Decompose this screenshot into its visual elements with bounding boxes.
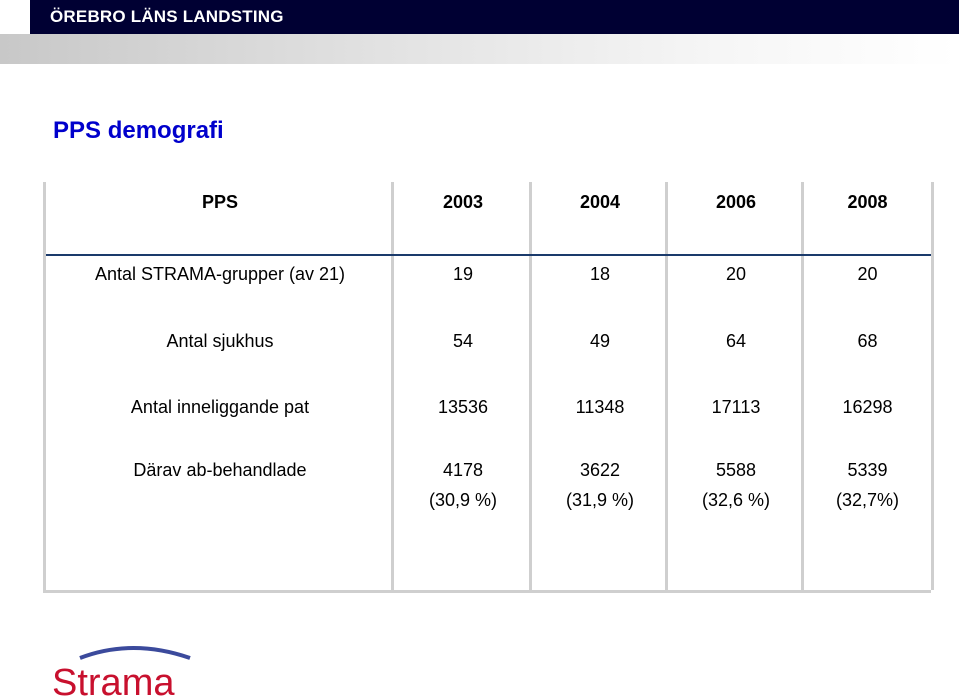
row-label: Därav ab-behandlade — [133, 460, 307, 480]
logo-text: Strama — [52, 662, 175, 700]
table-cell — [532, 455, 668, 515]
page-title: PPS demografi — [53, 117, 224, 144]
column-header-2003: 2003 — [442, 192, 484, 212]
table-cell: 16298 — [842, 397, 893, 417]
row-label: Antal sjukhus — [166, 331, 274, 351]
cell-percentage: (32,7%) — [835, 490, 900, 510]
cell-percentage: (30,9 %) — [428, 490, 498, 510]
table-cell: 64 — [725, 331, 747, 351]
header-gradient-band — [0, 34, 959, 64]
column-header-pps: PPS — [201, 192, 239, 212]
cell-value: 5588 — [715, 460, 757, 480]
column-header-2006: 2006 — [715, 192, 757, 212]
table-row — [46, 455, 931, 525]
column-header-2004: 2004 — [579, 192, 621, 212]
table-cell: 17113 — [711, 397, 761, 417]
table-cell: 19 — [452, 264, 474, 284]
row-label: Antal STRAMA-grupper (av 21) — [94, 264, 346, 284]
column-separator — [931, 182, 934, 590]
header-rule — [46, 254, 931, 256]
table-cell: 68 — [857, 331, 878, 351]
column-header-2008: 2008 — [847, 192, 888, 212]
strama-logo — [50, 640, 200, 700]
table-cell: 13536 — [437, 397, 489, 417]
table-row — [46, 326, 931, 386]
table-cell: 20 — [857, 264, 878, 284]
table-cell — [804, 455, 931, 515]
table-row — [46, 392, 931, 452]
cell-value: 5339 — [847, 460, 888, 480]
cell-percentage: (32,6 %) — [701, 490, 771, 510]
table-row — [46, 259, 931, 319]
table-cell: 11348 — [575, 397, 625, 417]
header-bar — [0, 0, 959, 34]
cell-percentage: (31,9 %) — [565, 490, 635, 510]
header-bar-cap — [0, 0, 30, 34]
row-label: Antal inneliggande pat — [130, 397, 310, 417]
table-cell: 54 — [452, 331, 474, 351]
table-cell: 49 — [589, 331, 611, 351]
table-cell — [394, 455, 532, 515]
table-header-row — [46, 187, 931, 247]
table-cell: 20 — [725, 264, 747, 284]
cell-value: 3622 — [579, 460, 621, 480]
organization-name: ÖREBRO LÄNS LANDSTING — [50, 7, 284, 26]
table-cell — [668, 455, 804, 515]
logo-arc — [80, 648, 190, 658]
cell-value: 4178 — [442, 460, 484, 480]
table-cell: 18 — [589, 264, 611, 284]
data-table — [43, 182, 931, 593]
